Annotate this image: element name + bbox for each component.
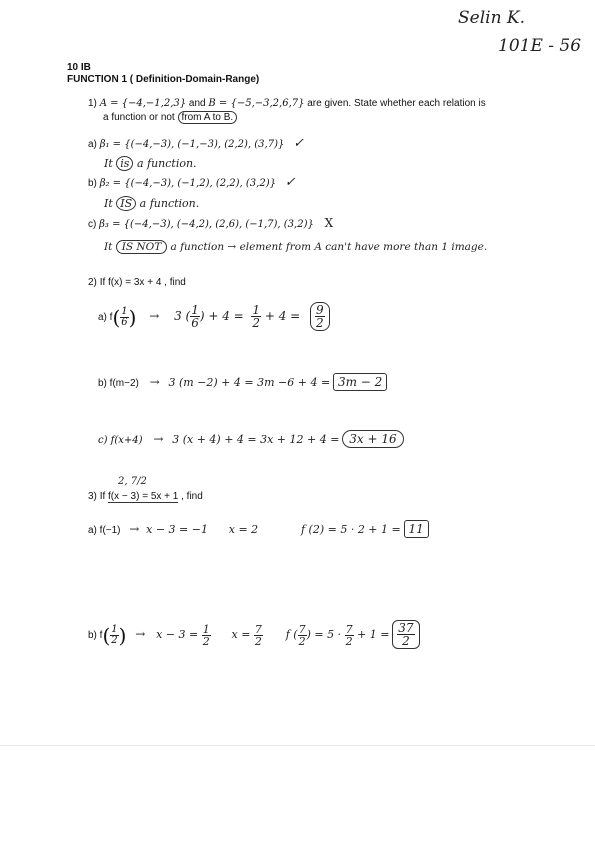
q3-prompt-line <box>88 491 203 502</box>
q2b-answer-box: 3m − 2 <box>333 373 387 391</box>
q2a-argument: $\frac{1}{6}$ <box>121 305 128 328</box>
q3b-line: b) f( $\frac{1}{2}$ ) → x − 3 = $\frac{1}{2}$ x = $\frac{7}{2}$ f ( $\frac{7}{2}$ ) = 5 · $\frac{7}{2}$ + 1 = $\frac{37}{2}$ <box>88 620 420 649</box>
q2b-arrow: → <box>149 375 160 389</box>
q3b-answer-box: $\frac{37}{2}$ <box>392 620 419 649</box>
q3a-label: a) f(−1) <box>88 525 121 536</box>
page-edge <box>0 745 595 746</box>
q1-line2-circled: from A to B. <box>178 111 238 124</box>
q1c-answer <box>104 240 487 254</box>
q2c-work: 3 (x + 4) + 4 = 3x + 12 + 4 = <box>172 433 340 446</box>
q2a-line: a) f( $\frac{1}{6}$ ) → 3 ( $\frac{1}{6}$ ) + 4 = $\frac{1}{2}$ + 4 = $\frac{9}{2}$ <box>98 302 330 331</box>
q3b-argument: $\frac{1}{2}$ <box>111 623 118 646</box>
q3-prompt-f: f(x − 3) = 5x + 1 <box>108 491 179 502</box>
q1b-label: b) <box>88 178 97 189</box>
q3b-work1: x − 3 = $\frac{1}{2}$ <box>156 622 210 648</box>
q2b-work: 3 (m −2) + 4 = 3m −6 + 4 = <box>168 376 331 389</box>
q2c-answer-circle: 3x + 16 <box>342 430 403 448</box>
q3-prompt-pre: If <box>99 491 106 502</box>
q1c-answer-post: a function → element from A can't have more than 1 image. <box>170 241 488 253</box>
q1-line2-pre: a function or not <box>103 112 175 123</box>
q1b-answer-circled: IS <box>116 196 136 211</box>
q1-and: and <box>188 98 206 109</box>
q2c-arrow: → <box>153 432 164 446</box>
q2a-answer-box: $\frac{9}{2}$ <box>310 302 330 331</box>
q1a-relation: β₁ = {(−4,−3), (−1,−3), (2,2), (3,7)} <box>99 139 285 150</box>
q1c-x-mark: X <box>324 216 334 230</box>
q1b-answer <box>104 196 199 211</box>
q1c-label: c) <box>88 219 97 230</box>
class-code: 101E - 56 <box>498 36 582 56</box>
grade-label: 10 IB <box>67 62 91 73</box>
q1b-answer-pre: It <box>104 197 113 210</box>
q1a-answer <box>104 156 197 171</box>
q3a-answer-box: 11 <box>404 520 429 538</box>
q2b-label: b) f(m−2) <box>98 378 139 389</box>
q1b-answer-post: a function. <box>139 197 200 210</box>
author-name: Selin K. <box>458 8 526 28</box>
q3b-work2: x = $\frac{7}{2}$ <box>231 622 262 648</box>
q1c-relation: β₃ = {(−4,−3), (−4,2), (2,6), (−1,7), (3,2)} <box>99 219 314 230</box>
q1b-checkmark: ✓ <box>284 175 296 190</box>
q1-set-b: B = {−5,−3,2,6,7} <box>208 98 305 109</box>
q1-number: 1) <box>88 98 97 109</box>
q2a-work: 3 ( $\frac{1}{6}$ ) + 4 = $\frac{1}{2}$ + 4 = $\frac{9}{2}$ <box>174 309 330 323</box>
q1b-relation-line <box>88 175 296 190</box>
q1a-answer-circled: is <box>116 156 133 171</box>
q3-number: 3) <box>88 491 97 502</box>
q3a-work1: x − 3 = −1 <box>146 523 208 536</box>
q3b-arrow: → <box>135 627 146 641</box>
page-title: FUNCTION 1 ( Definition-Domain-Range) <box>67 74 260 85</box>
q2-prompt-line <box>88 277 186 288</box>
q2b-line <box>98 373 387 391</box>
q1a-label: a) <box>88 139 97 150</box>
q1c-answer-pre: It <box>104 241 113 253</box>
q1a-checkmark: ✓ <box>293 136 305 151</box>
q1c-relation-line <box>88 216 333 230</box>
q1a-answer-post: a function. <box>136 157 197 170</box>
q1b-relation: β₂ = {(−4,−3), (−1,2), (2,2), (3,2)} <box>99 178 276 189</box>
q3-prompt-post: , find <box>181 491 203 502</box>
q2a-label: a) f <box>98 312 113 323</box>
q2a-arrow: → <box>149 309 160 323</box>
q2c-line <box>98 432 404 446</box>
q1c-answer-circled: IS NOT <box>116 240 167 254</box>
q2-number: 2) <box>88 277 97 288</box>
q3a-work3: f (2) = 5 · 2 + 1 = <box>300 523 401 536</box>
q1a-relation-line <box>88 136 304 151</box>
q1a-answer-pre: It <box>104 157 113 170</box>
q1-text-after: are given. State whether each relation is <box>307 98 486 109</box>
q1-line2 <box>103 111 237 124</box>
q3b-label: b) f <box>88 630 103 641</box>
q3a-arrow: → <box>129 522 140 536</box>
q2-prompt: If f(x) = 3x + 4 , find <box>99 277 186 288</box>
q3a-line <box>88 520 429 538</box>
q2c-label: c) f(x+4) <box>98 435 143 446</box>
q3b-work3: f ( $\frac{7}{2}$ ) = 5 · $\frac{7}{2}$ + 1 = <box>285 622 390 648</box>
q3a-work2: x = 2 <box>228 523 259 536</box>
q1-set-a: A = {−4,−1,2,3} <box>99 98 187 109</box>
q1-line1 <box>88 98 486 109</box>
q3-note-above: 2, 7/2 <box>118 476 147 487</box>
